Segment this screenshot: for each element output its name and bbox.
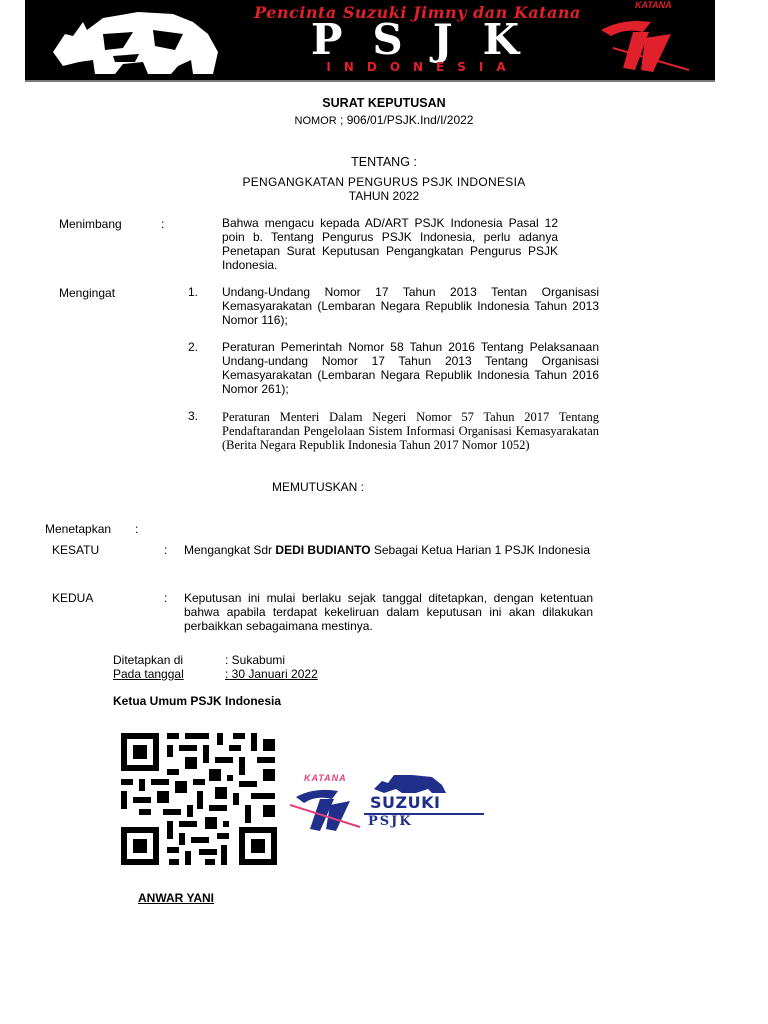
- kedua-colon: :: [164, 591, 168, 605]
- banner-subtitle: INDONESIA: [326, 60, 519, 74]
- kesatu-label: KESATU: [52, 543, 100, 557]
- qr-code: [121, 733, 281, 865]
- katana-logo-text: KATANA: [304, 773, 347, 783]
- tanggal-label: Pada tanggal: [113, 667, 184, 681]
- katana-emblem: [593, 8, 693, 78]
- tentang-heading: TENTANG :: [351, 155, 417, 169]
- mengingat-item-1: Undang-Undang Nomor 17 Tahun 2013 Tentan Organisasi Kemasyarakatan (Lembaran Negara Republik Indonesia Tahun 2013 Nomor 116);: [222, 285, 599, 327]
- mengingat-item-3: Peraturan Menteri Dalam Negeri Nomor 57 Tahun 2017 Tentang Pendaftarandan Pengelolaan Sistem Informasi Organisasi Kemasyarakatan (Berita Negara Republik Indonesia Tahun 2017 Nomor 1052): [222, 410, 599, 452]
- signer-name: ANWAR YANI: [138, 891, 215, 905]
- suzuki-psjk-logo: [364, 773, 486, 831]
- tanggal-value: : 30 Januari 2022: [225, 667, 318, 681]
- banner-divider: [25, 80, 715, 82]
- mengingat-num-1: 1.: [188, 285, 199, 299]
- menetapkan-label: Menetapkan: [45, 522, 112, 536]
- kesatu-text-before: Mengangkat Sdr: [184, 543, 273, 557]
- nomor-label: NOMOR: [294, 115, 337, 127]
- subject-line-2: TAHUN 2022: [348, 189, 420, 203]
- mengingat-num-2: 2.: [188, 340, 199, 354]
- menetapkan-colon: :: [135, 522, 139, 536]
- mengingat-num-3: 3.: [188, 409, 199, 423]
- kedua-text: Keputusan ini mulai berlaku sejak tanggal ditetapkan, dengan ketentuan bahwa apabila terdapat kekeliruan dalam keputusan ini akan dilakukan perbaikkan sebagaimana mestinya.: [184, 591, 593, 633]
- signatory-position: Ketua Umum PSJK Indonesia: [113, 694, 282, 708]
- kesatu-colon: :: [164, 543, 168, 557]
- suzuki-text: SUZUKI: [370, 793, 441, 812]
- rhino-mark-icon: [372, 773, 448, 795]
- mengingat-label: Mengingat: [59, 286, 116, 300]
- menimbang-label: Menimbang: [59, 217, 122, 231]
- banner-tagline: Pencinta Suzuki Jimny dan Katana: [254, 3, 581, 22]
- document-title: SURAT KEPUTUSAN: [322, 96, 446, 110]
- kedua-label: KEDUA: [52, 591, 94, 605]
- kesatu-text-after: Sebagai Ketua Harian 1 PSJK Indonesia: [373, 543, 591, 557]
- kesatu-text: [184, 543, 593, 557]
- mengingat-item-2: [222, 340, 599, 396]
- menimbang-colon: :: [161, 217, 165, 231]
- banner-title: PSJK: [310, 15, 550, 64]
- memutuskan-heading: MEMUTUSKAN :: [272, 480, 365, 494]
- subject-line-1: PENGANGKATAN PENGURUS PSJK INDONESIA: [242, 175, 526, 189]
- nomor-value: ; 906/01/PSJK.Ind/I/2022: [340, 113, 474, 127]
- appointee-name: DEDI BUDIANTO: [275, 543, 371, 557]
- ditetapkan-value: : Sukabumi: [225, 653, 286, 667]
- psjk-logo-text: PSJK: [368, 814, 413, 829]
- katana-logo: [290, 773, 362, 833]
- menimbang-text: Bahwa mengacu kepada AD/ART PSJK Indonesia Pasal 12 poin b. Tentang Pengurus PSJK Indonesia, perlu adanya Penetapan Surat Keputusan Pengangkatan Pengurus PSJK Indonesia.: [222, 216, 558, 272]
- document-number: [250, 113, 518, 127]
- rhino-logo: [43, 4, 233, 76]
- mengingat-item-2-text: Peraturan Pemerintah Nomor 58 Tahun 2016 Tentang Pelaksanaan Undang-undang Nomor 17 Tahun 2013 Tentang Organisasi Kemasyarakatan (Lembaran Negara Republik Indonesia Tahun 2016 Nomor 261);: [222, 340, 599, 396]
- banner-katana-text: KATANA: [635, 0, 672, 10]
- subject-block: [200, 175, 568, 203]
- header-banner: [25, 0, 715, 80]
- ditetapkan-label: Ditetapkan di: [113, 653, 184, 667]
- katana-mark: [290, 783, 362, 833]
